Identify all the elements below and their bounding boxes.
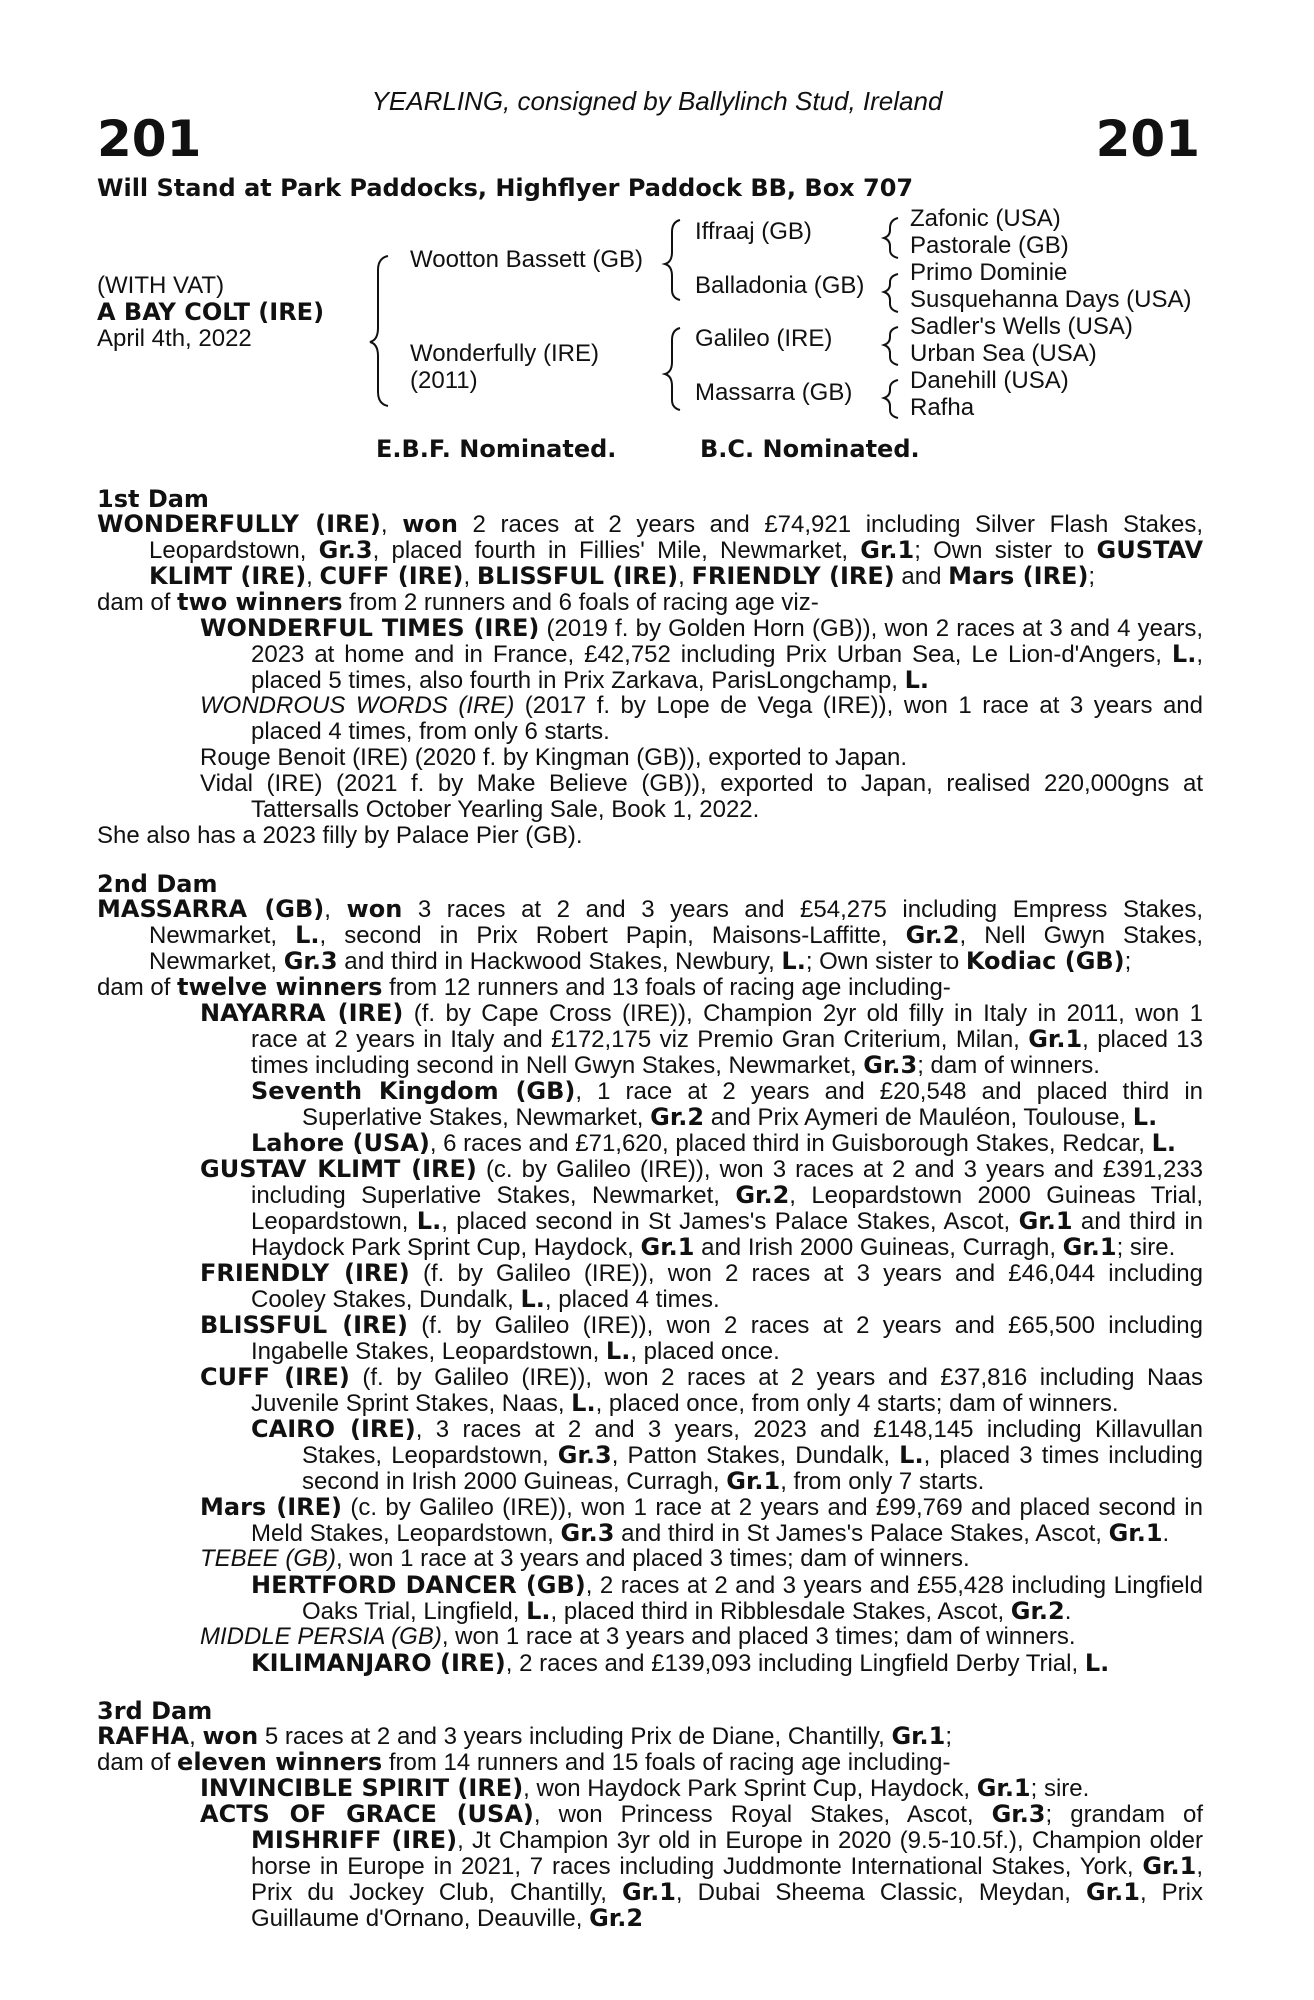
text-line: NAYARRA (IRE) (f. by Cape Cross (IRE)), Champion 2yr old filly in Italy in 2011, won 1 <box>200 999 1203 1027</box>
ggp-1: Zafonic (USA) <box>910 205 1061 232</box>
text-line: KILIMANJARO (IRE), 2 races and £139,093 including Lingfield Derby Trial, L. <box>251 1649 1110 1677</box>
horse-name: A BAY COLT (IRE) <box>97 298 325 326</box>
text-line: CUFF (IRE) (f. by Galileo (IRE)), won 2 races at 2 years and £37,816 including Naas <box>200 1363 1203 1391</box>
text-line: Leopardstown, Gr.3, placed fourth in Fillies' Mile, Newmarket, Gr.1; Own sister to GUSTAV <box>149 536 1204 564</box>
text-line: including Superlative Stakes, Newmarket, Gr.2, Leopardstown 2000 Guineas Trial, <box>251 1181 1204 1209</box>
third-dam-heading: 3rd Dam <box>97 1697 213 1725</box>
text-line: WONDERFUL TIMES (IRE) (2019 f. by Golden Horn (GB)), won 2 races at 3 and 4 years, <box>200 614 1204 642</box>
text-line: MISHRIFF (IRE), Jt Champion 3yr old in Europe in 2020 (9.5-10.5f.), Champion older <box>251 1826 1203 1854</box>
text-line: Mars (IRE) (c. by Galileo (IRE)), won 1 race at 2 years and £99,769 and placed second in <box>200 1493 1203 1521</box>
text-line: KLIMT (IRE), CUFF (IRE), BLISSFUL (IRE), FRIENDLY (IRE) and Mars (IRE); <box>149 562 1096 590</box>
text-line: Seventh Kingdom (GB), 1 race at 2 years and £20,548 and placed third in <box>251 1077 1203 1105</box>
text-line: placed 4 times, from only 6 starts. <box>251 718 610 745</box>
ggp-6: Urban Sea (USA) <box>910 340 1097 367</box>
foaling-date: April 4th, 2022 <box>97 325 252 352</box>
text-line: Guillaume d'Ornano, Deauville, Gr.2 <box>251 1904 644 1932</box>
text-line: CAIRO (IRE), 3 races at 2 and 3 years, 2023 and £148,145 including Killavullan <box>251 1415 1203 1443</box>
consignor-line: YEARLING, consigned by Ballylinch Stud, Ireland <box>371 86 943 116</box>
second-dam-heading: 2nd Dam <box>97 870 218 898</box>
text-line: Meld Stakes, Leopardstown, Gr.3 and third in St James's Palace Stakes, Ascot, Gr.1. <box>251 1519 1170 1547</box>
ggp-3: Primo Dominie <box>910 259 1068 286</box>
text-line: She also has a 2023 filly by Palace Pier (GB). <box>97 822 583 849</box>
text-line: Cooley Stakes, Dundalk, L., placed 4 times. <box>251 1285 720 1313</box>
text-line: second in Irish 2000 Guineas, Curragh, Gr.1, from only 7 starts. <box>302 1467 985 1495</box>
text-line: Leopardstown, L., placed second in St James's Palace Stakes, Ascot, Gr.1 and third in <box>251 1207 1203 1235</box>
text-line: Oaks Trial, Lingfield, L., placed third in Ribblesdale Stakes, Ascot, Gr.2. <box>302 1597 1072 1625</box>
pedigree-brackets <box>0 0 1314 430</box>
text-line: Superlative Stakes, Newmarket, Gr.2 and Prix Aymeri de Mauléon, Toulouse, L. <box>302 1103 1158 1131</box>
text-line: FRIENDLY (IRE) (f. by Galileo (IRE)), won 2 races at 3 years and £46,044 including <box>200 1259 1203 1287</box>
sire-sire: Iffraaj (GB) <box>695 218 812 245</box>
lot-number-left: 201 <box>97 110 202 168</box>
text-line: Tattersalls October Yearling Sale, Book 1, 2022. <box>251 796 760 823</box>
bc-nominated: B.C. Nominated. <box>700 435 920 463</box>
text-line: horse in Europe in 2021, 7 races including Juddmonte International Stakes, York, Gr.1, <box>251 1852 1203 1880</box>
text-line: 2023 at home and in France, £42,752 including Prix Urban Sea, Le Lion-d'Angers, L., <box>251 640 1203 668</box>
ggp-7: Danehill (USA) <box>910 367 1069 394</box>
text-line: WONDERFULLY (IRE), won 2 races at 2 years and £74,921 including Silver Flash Stakes, <box>97 510 1203 538</box>
text-line: dam of eleven winners from 14 runners and 15 foals of racing age including- <box>97 1748 951 1776</box>
text-line: Lahore (USA), 6 races and £71,620, placed third in Guisborough Stakes, Redcar, L. <box>251 1129 1177 1157</box>
text-line: Newmarket, Gr.3 and third in Hackwood Stakes, Newbury, L.; Own sister to Kodiac (GB); <box>149 947 1132 975</box>
text-line: Ingabelle Stakes, Leopardstown, L., placed once. <box>251 1337 780 1365</box>
text-line: race at 2 years in Italy and £172,175 viz Premio Gran Criterium, Milan, Gr.1, placed 13 <box>251 1025 1203 1053</box>
text-line: WONDROUS WORDS (IRE) (2017 f. by Lope de Vega (IRE)), won 1 race at 3 years and <box>200 692 1203 719</box>
text-line: times including second in Nell Gwyn Stakes, Newmarket, Gr.3; dam of winners. <box>251 1051 1100 1079</box>
text-line: Juvenile Sprint Stakes, Naas, L., placed once, from only 4 starts; dam of winners. <box>251 1389 1119 1417</box>
ggp-8: Rafha <box>910 394 975 421</box>
stand-location: Will Stand at Park Paddocks, Highflyer Paddock BB, Box 707 <box>97 174 914 202</box>
text-line: BLISSFUL (IRE) (f. by Galileo (IRE)), won 2 races at 2 years and £65,500 including <box>200 1311 1203 1339</box>
dam: Wonderfully (IRE) <box>410 340 599 367</box>
sire-dam: Balladonia (GB) <box>695 272 865 299</box>
text-line: Rouge Benoit (IRE) (2020 f. by Kingman (GB)), exported to Japan. <box>200 744 908 771</box>
ggp-2: Pastorale (GB) <box>910 232 1069 259</box>
ggp-4: Susquehanna Days (USA) <box>910 286 1192 313</box>
dam-year: (2011) <box>410 367 478 394</box>
text-line: dam of twelve winners from 12 runners and 13 foals of racing age including- <box>97 973 951 1001</box>
ebf-nominated: E.B.F. Nominated. <box>376 435 617 463</box>
text-line: RAFHA, won 5 races at 2 and 3 years including Prix de Diane, Chantilly, Gr.1; <box>97 1722 953 1750</box>
text-line: placed 5 times, also fourth in Prix Zarkava, ParisLongchamp, L. <box>251 666 930 694</box>
text-line: TEBEE (GB), won 1 race at 3 years and placed 3 times; dam of winners. <box>200 1545 970 1572</box>
text-line: GUSTAV KLIMT (IRE) (c. by Galileo (IRE)), won 3 races at 2 and 3 years and £391,233 <box>200 1155 1203 1183</box>
text-line: Stakes, Leopardstown, Gr.3, Patton Stakes, Dundalk, L., placed 3 times including <box>302 1441 1203 1469</box>
text-line: INVINCIBLE SPIRIT (IRE), won Haydock Park Sprint Cup, Haydock, Gr.1; sire. <box>200 1774 1090 1802</box>
text-line: MASSARRA (GB), won 3 races at 2 and 3 years and £54,275 including Empress Stakes, <box>97 895 1204 923</box>
text-line: dam of two winners from 2 runners and 6 foals of racing age viz- <box>97 588 819 616</box>
text-line: HERTFORD DANCER (GB), 2 races at 2 and 3 years and £55,428 including Lingfield <box>251 1571 1203 1599</box>
dam-dam: Massarra (GB) <box>695 379 853 406</box>
first-dam-heading: 1st Dam <box>97 485 209 513</box>
text-line: Newmarket, L., second in Prix Robert Papin, Maisons-Laffitte, Gr.2, Nell Gwyn Stakes, <box>149 921 1204 949</box>
text-line: Vidal (IRE) (2021 f. by Make Believe (GB)), exported to Japan, realised 220,000gns at <box>200 770 1203 797</box>
text-line: Prix du Jockey Club, Chantilly, Gr.1, Dubai Sheema Classic, Meydan, Gr.1, Prix <box>251 1878 1204 1906</box>
lot-number-right: 201 <box>1095 110 1200 168</box>
ggp-5: Sadler's Wells (USA) <box>910 313 1133 340</box>
vat-note: (WITH VAT) <box>97 272 225 299</box>
dam-sire: Galileo (IRE) <box>695 325 833 352</box>
text-line: Haydock Park Sprint Cup, Haydock, Gr.1 and Irish 2000 Guineas, Curragh, Gr.1; sire. <box>251 1233 1176 1261</box>
sire: Wootton Bassett (GB) <box>410 246 643 273</box>
text-line: ACTS OF GRACE (USA), won Princess Royal Stakes, Ascot, Gr.3; grandam of <box>200 1800 1203 1828</box>
text-line: MIDDLE PERSIA (GB), won 1 race at 3 years and placed 3 times; dam of winners. <box>200 1623 1076 1650</box>
